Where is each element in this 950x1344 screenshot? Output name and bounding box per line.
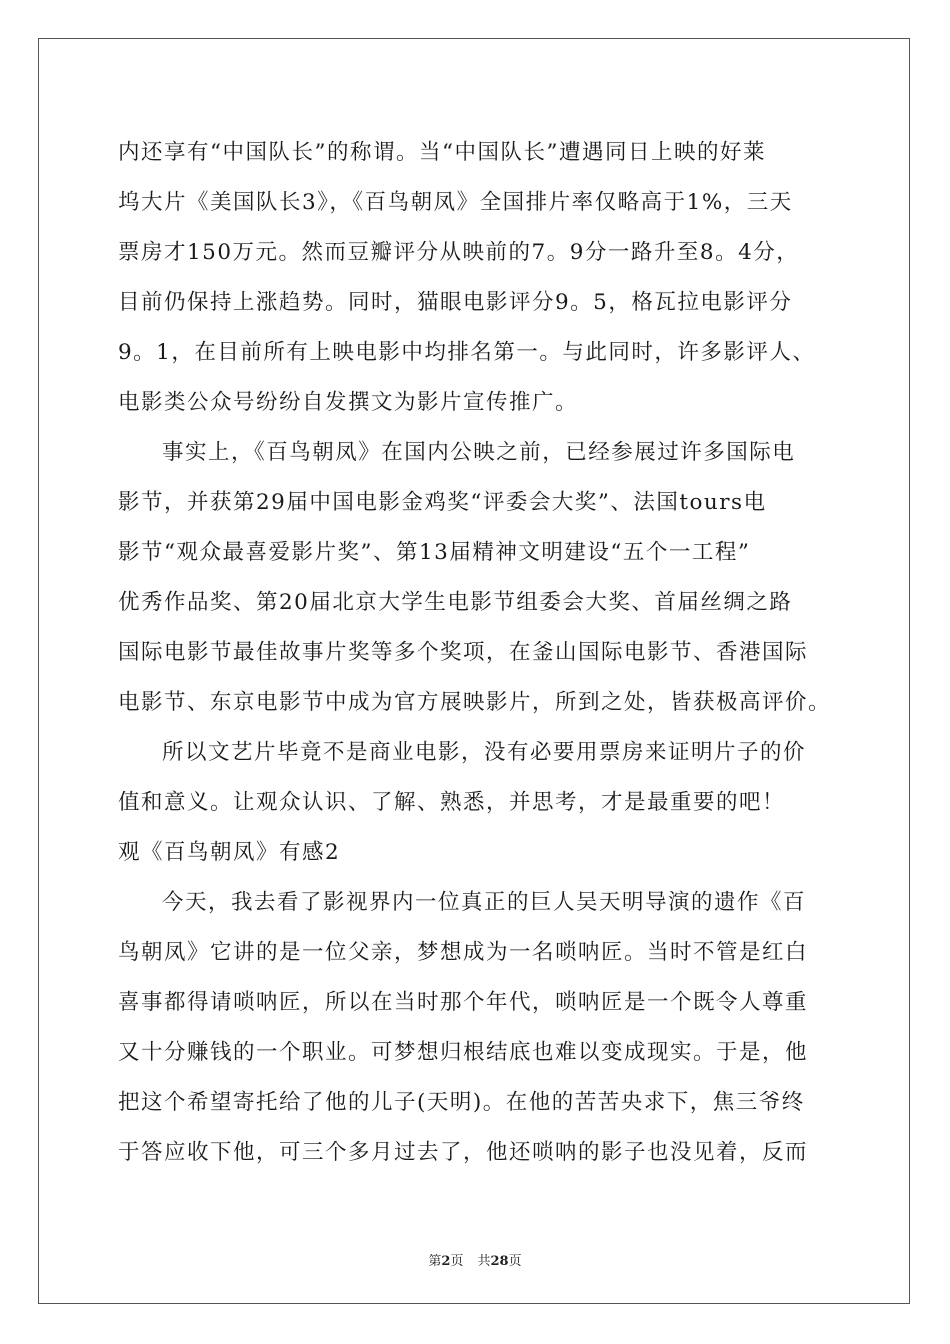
total-suffix: 页 [508, 1254, 522, 1269]
document-body [118, 128, 853, 1178]
text-line: 国际电影节最佳故事片奖等多个奖项，在釜山国际电影节、香港国际 [118, 640, 809, 665]
text-line: 鸟朝凤》它讲的是一位父亲，梦想成为一名唢呐匠。当时不管是红白 [118, 940, 809, 965]
total-pages: 28 [490, 1254, 509, 1269]
text-line: 目前仍保持上涨趋势。同时，猫眼电影评分9。5，格瓦拉电影评分 [118, 290, 793, 315]
page-footer [0, 1250, 950, 1269]
text-line: 又十分赚钱的一个职业。可梦想归根结底也难以变成现实。于是，他 [118, 1040, 809, 1065]
text-line: 于答应收下他，可三个多月过去了，他还唢呐的影子也没见着，反而 [118, 1140, 809, 1165]
text-line: 把这个希望寄托给了他的儿子(天明)。在他的苦苦央求下，焦三爷终 [118, 1090, 805, 1115]
text-line: 喜事都得请唢呐匠，所以在当时那个年代，唢呐匠是一个既令人尊重 [118, 990, 809, 1015]
text-line: 值和意义。让观众认识、了解、熟悉，并思考，才是最重要的吧！ [118, 790, 786, 815]
text-line: 坞大片《美国队长3》，《百鸟朝凤》全国排片率仅略高于1%，三天 [118, 190, 793, 215]
text-line: 电影节、东京电影节中成为官方展映影片，所到之处，皆获极高评价。 [118, 690, 832, 715]
paragraph-first-line: 今天，我去看了影视界内一位真正的巨人吴天明导演的遗作《百 [162, 890, 807, 915]
text-line: 电影类公众号纷纷自发撰文为影片宣传推广。 [118, 390, 579, 415]
total-prefix: 共 [477, 1254, 491, 1269]
text-line: 票房才150万元。然而豆瓣评分从映前的7。9分一路升至8。4分， [118, 240, 800, 265]
text-line: 影节，并获第29届中国电影金鸡奖“评委会大奖”、法国tours电 [118, 490, 767, 515]
page-suffix: 页 [450, 1254, 464, 1269]
text-line: 优秀作品奖、第20届北京大学生电影节组委会大奖、首届丝绸之路 [118, 590, 793, 615]
text-line: 内还享有“中国队长”的称谓。当“中国队长”遭遇同日上映的好莱 [118, 140, 766, 165]
paragraph-first-line: 所以文艺片毕竟不是商业电影，没有必要用票房来证明片子的价 [162, 740, 807, 765]
page-prefix: 第 [428, 1254, 442, 1269]
section-heading: 观《百鸟朝凤》有感2 [118, 840, 341, 865]
text-line: 9。1，在目前所有上映电影中均排名第一。与此同时，许多影评人、 [118, 340, 816, 365]
paragraph-first-line: 事实上，《百鸟朝凤》在国内公映之前，已经参展过许多国际电 [162, 440, 796, 465]
page-number: 2 [441, 1254, 451, 1269]
text-line: 影节“观众最喜爱影片奖”、第13届精神文明建设“五个一工程” [118, 540, 751, 565]
